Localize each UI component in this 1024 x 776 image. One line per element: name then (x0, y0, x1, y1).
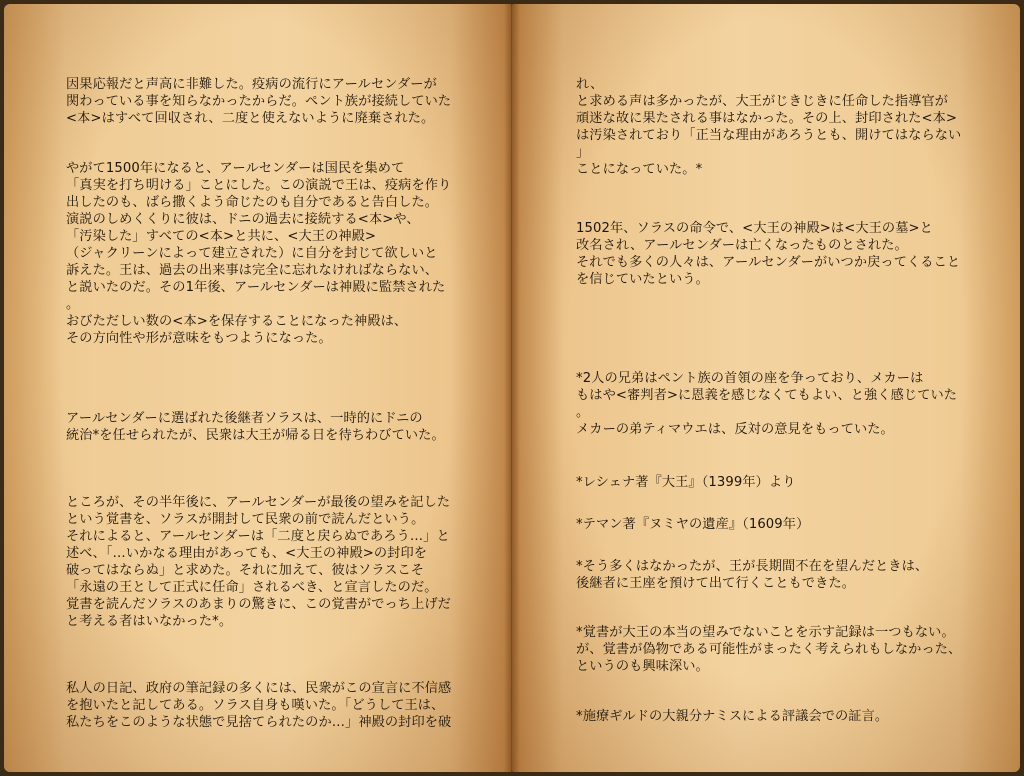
right-page (512, 4, 1020, 772)
left-paragraph-3: アールセンダーに選ばれた後継者ソラスは、一時的にドニの 統治*を任せられたが、民衆は大王が帰る日を待ちわびていた。 (66, 411, 445, 443)
right-paragraph-5: *テマン著『ヌミヤの遺産』（1609年） (576, 517, 810, 532)
left-paragraph-4: ところが、その半年後に、アールセンダーが最後の望みを記した という覚書を、ソラスが開封して民衆の前で読んだという。 それによると、アールセンダーは「二度と戻らぬであろう…」と 述べ、「…いかなる理由があっても、<大王の神殿>の封印を 破ってはならぬ」と求めた。それに加えて、彼はソラスこそ 「永遠の王として正式に任命」されるべき、と宣言したのだ。 覚書を読んだソラスのあまりの驚きに、この覚書がでっち上げだ と考える者はいなかった*。 (66, 495, 451, 629)
right-paragraph-6: *そう多くはなかったが、王が長期間不在を望んだときは、 後継者に王座を預けて出て行くこともできた。 (576, 559, 929, 591)
left-paragraph-2: やがて1500年になると、アールセンダーは国民を集めて 「真実を打ち明ける」ことにした。この演説で王は、疫病を作り 出したのも、ばら撒くよう命じたのも自分であると告白した。 演説のしめくくりに彼は、ドニの過去に接続する<本>や、 「汚染した」すべての<本>と共に、<大王の神殿> （ジャクリーンによって建立された）に自分を封じて欲しいと 訴えた。王は、過去の出来事は完全に忘れなければならない、 と説いたのだ。その1年後、アールセンダーは神殿に監禁された 。 おびただしい数の<本>を保存することになった神殿は、 その方向性や形が意味をもつようになった。 (66, 161, 452, 346)
right-paragraph-4: *レシェナ著『大王』（1399年）より (576, 475, 796, 490)
right-paragraph-3: *2人の兄弟はペント族の首領の座を争っており、メカーは もはや<審判者>に恩義を感じなくてもよい、と強く感じていた 。 メカーの弟ティマウエは、反対の意見をもっていた。 (576, 371, 958, 437)
left-page (4, 4, 512, 772)
left-paragraph-1: 因果応報だと声高に非難した。疫病の流行にアールセンダーが 関わっている事を知らなかったからだ。ペント族が接続していた <本>はすべて回収され、二度と使えないように廃棄された。 (66, 77, 452, 126)
left-paragraph-5: 私人の日記、政府の筆記録の多くには、民衆がこの宣言に不信感 を抱いたと記してある。ソラス自身も嘆いた。「どうして王は、 私たちをこのような状態で見捨てられたのか…」神殿の封印を破 (66, 681, 452, 730)
right-paragraph-2: 1502年、ソラスの命令で、<大王の神殿>は<大王の墓>と 改名され、アールセンダーは亡くなったものとされた。 それでも多くの人々は、アールセンダーがいつか戻ってくること を信じていたという。 (576, 221, 961, 287)
right-paragraph-7: *覚書が大王の本当の望みでないことを示す記録は一つもない。 が、覚書が偽物である可能性がまったく考えられもしなかった、 というのも興味深い。 (576, 625, 962, 674)
right-paragraph-1: れ、 と求める声は多かったが、大王がじきじきに任命した指導官が 頑迷な故に果たされる事はなかった。その上、封印された<本> は汚染されており「正当な理由があろうとも、開けてはならない 」 ことになっていた。* (576, 77, 962, 177)
right-paragraph-8: *施療ギルドの大親分ナミスによる評議会での証言。 (576, 709, 889, 724)
